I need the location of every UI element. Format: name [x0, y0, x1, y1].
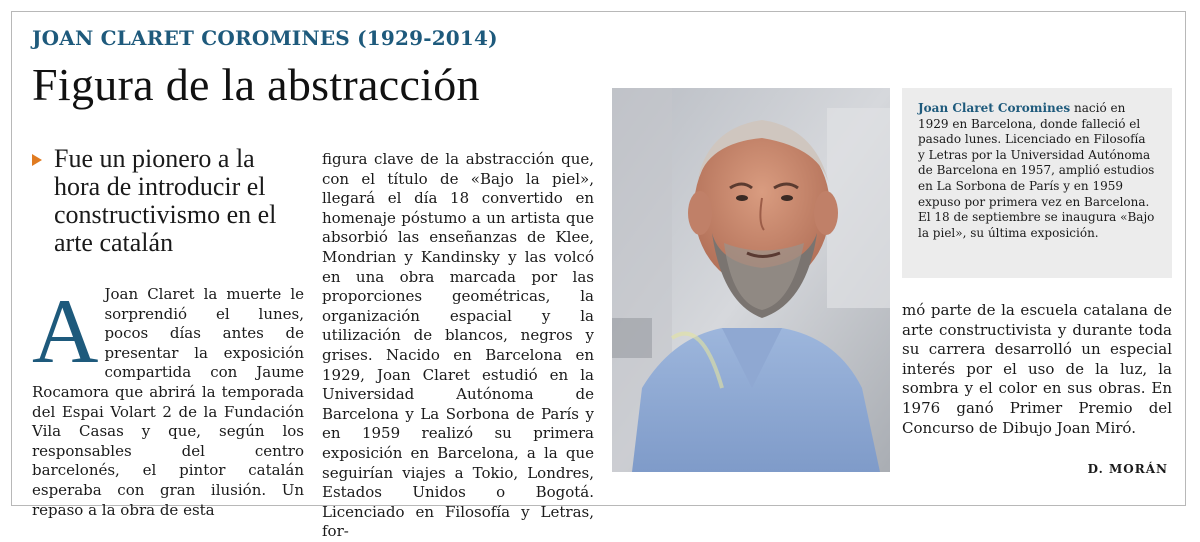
body-text-2: figura clave de la abstracción que, con el título de «Bajo la piel», llegará el día 18 convertido en homenaje póstumo a un artista que absorbió las enseñanzas de Klee, Mondrian y Kandinsky y las volcó en una obra marcada por las proporciones geométricas, la organización espacial y la utilización de blancos, negros y grises. Nacido en Barcelona en 1929, Joan Claret estudió en la Universidad Autónoma de Barcelona y La Sorbona de París y en 1959 realizó su primera exposición en Barcelona, a la que seguirían viajes a Tokio, Londres, Estados Unidos o Bogotá. Licenciado en Filosofía y Letras, for-: [322, 150, 594, 541]
author-signature: D. MORÁN: [1087, 462, 1168, 476]
portrait-photo: [612, 88, 890, 472]
triangle-bullet-icon: [32, 154, 42, 166]
headline: Figura de la abstracción: [32, 59, 480, 110]
portrait-illustration: [612, 88, 890, 472]
bio-text: [918, 101, 1156, 241]
subhead: [32, 145, 302, 257]
bio-body: nació en 1929 en Barcelona, donde falleció el pasado lunes. Licenciado en Filosofía y Letras por la Universidad Autónoma de Barcelona en 1957, amplió estudios en La Sorbona de París y en 1959 expuso por primera vez en Barcelona. El 18 de septiembre se inaugura «Bajo la piel», su última exposición.: [918, 101, 1155, 240]
body-column-1: [32, 280, 304, 520]
subhead-text: Fue un pionero a la hora de introducir el constructivismo en el arte catalán: [54, 144, 277, 257]
body-text-1: Joan Claret la muerte le sorprendió el lunes, pocos días antes de presentar la exposición compartida con Jaume Rocamora que abrirá la temporada del Espai Volart 2 de la Fundación Vila Casas y que, según los responsables del centro barcelonés, el pintor catalán esperaba con gran ilusión. Un repaso a la obra de esta: [32, 285, 304, 519]
body-column-3: [902, 301, 1172, 438]
kicker: JOAN CLARET COROMINES (1929-2014): [32, 26, 498, 50]
bio-box: [902, 88, 1172, 278]
body-text-3: mó parte de la escuela catalana de arte constructivista y durante toda su carrera desarrolló un especial interés por el uso de la luz, la sombra y el color en sus obras. En 1976 ganó Primer Premio del Concurso de Dibujo Joan Miró.: [902, 301, 1172, 437]
bio-name: Joan Claret Coromines: [918, 101, 1071, 115]
drop-cap: A: [32, 280, 99, 382]
body-column-2: [322, 150, 594, 542]
